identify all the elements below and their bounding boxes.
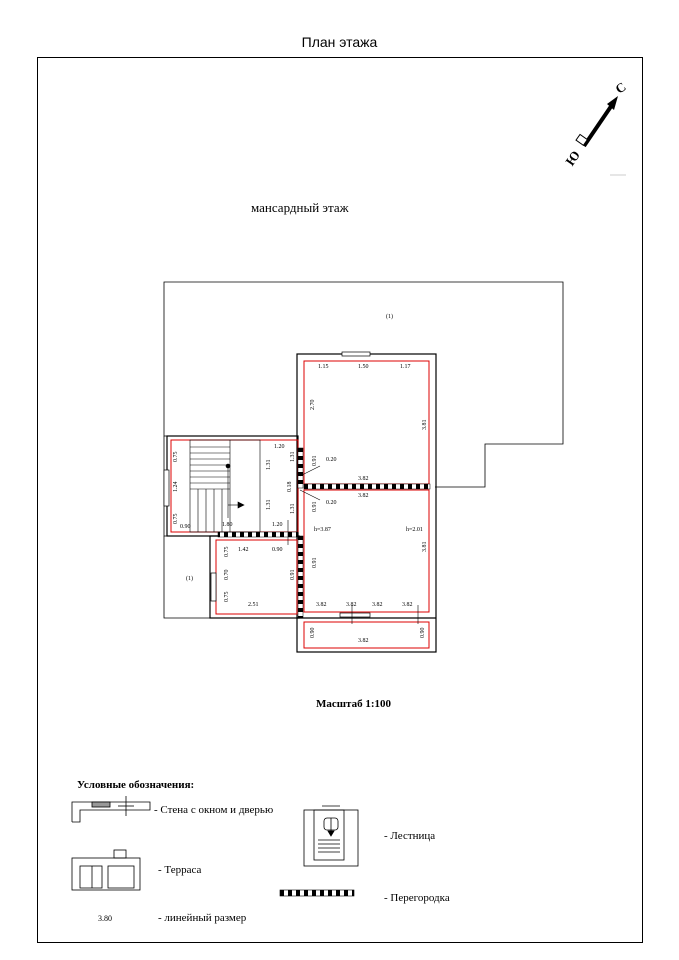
dim-label: 2.51 [248, 602, 259, 608]
dim-label: 0.90 [420, 627, 426, 638]
dim-label: 1.80 [222, 522, 233, 528]
legend-partition-icon [280, 890, 354, 896]
dim-label: 0.91 [312, 501, 318, 512]
dim-label: 0.91 [312, 455, 318, 466]
legend-partition-label: - Перегородка [384, 892, 450, 904]
dim-label: 0.75 [173, 451, 179, 462]
dim-label: 1.42 [238, 547, 249, 553]
dim-label: 1.50 [358, 364, 369, 370]
dim-label: 3.82 [358, 493, 369, 499]
dim-label: h=2.01 [406, 527, 423, 533]
legend-wall-label: - Стена с окном и дверью [154, 804, 274, 816]
scale-label: Масштаб 1:100 [316, 698, 392, 710]
room-mark: (1) [186, 576, 193, 582]
dim-label: 0.20 [326, 500, 337, 506]
dim-label: 1.15 [318, 364, 329, 370]
compass-icon [562, 79, 628, 175]
dim-label: 0.90 [180, 524, 191, 530]
dim-label: 0.90 [272, 547, 283, 553]
dim-label: 1.31 [266, 459, 272, 470]
dim-label: 0.70 [224, 569, 230, 580]
dim-label: 1.17 [400, 364, 411, 370]
dim-label: 2.70 [310, 399, 316, 410]
legend-stairs-label: - Лестница [384, 830, 436, 842]
dim-label: 0.90 [310, 627, 316, 638]
partitions [218, 448, 430, 618]
legend-linear-label: - линейный размер [158, 912, 247, 924]
dim-label: 3.82 [358, 476, 369, 482]
legend-stairs-icon [304, 806, 358, 866]
dim-label: 3.81 [422, 419, 428, 430]
dim-label: 0.20 [326, 457, 337, 463]
dim-label: 0.75 [224, 591, 230, 602]
dim-label: 1.31 [290, 503, 296, 514]
compass-south: Ю [562, 147, 583, 169]
compass-north: С [612, 78, 629, 97]
dim-label: 0.18 [287, 481, 293, 492]
dim-label: 3.82 [346, 602, 357, 608]
dim-label: 1.20 [272, 522, 283, 528]
legend-terrace-icon [72, 850, 140, 890]
dim-label: 3.82 [402, 602, 413, 608]
dim-label: 0.91 [312, 557, 318, 568]
roof-outline [164, 282, 563, 618]
dim-label: 1.20 [274, 444, 285, 450]
room-mark: (1) [386, 314, 393, 320]
dim-label: 1.31 [266, 499, 272, 510]
dim-label: h=3.87 [314, 527, 331, 533]
dim-label: 1.24 [173, 481, 179, 492]
dim-label: 3.82 [316, 602, 327, 608]
dim-label: 3.82 [372, 602, 383, 608]
floor-label: мансардный этаж [251, 200, 349, 215]
dim-label: 0.75 [173, 513, 179, 524]
legend-terrace-label: - Терраса [158, 864, 202, 876]
dim-label: 3.81 [422, 541, 428, 552]
dim-label: 3.82 [358, 638, 369, 644]
legend-linear-sample: 3.80 [98, 914, 112, 923]
legend-title: Условные обозначения: [77, 779, 195, 791]
page-title: План этажа [301, 34, 378, 50]
staircase [190, 440, 260, 532]
legend-wall-icon [72, 796, 150, 822]
dim-label: 1.31 [290, 451, 296, 462]
dim-label: 0.91 [290, 569, 296, 580]
dim-label: 0.75 [224, 546, 230, 557]
